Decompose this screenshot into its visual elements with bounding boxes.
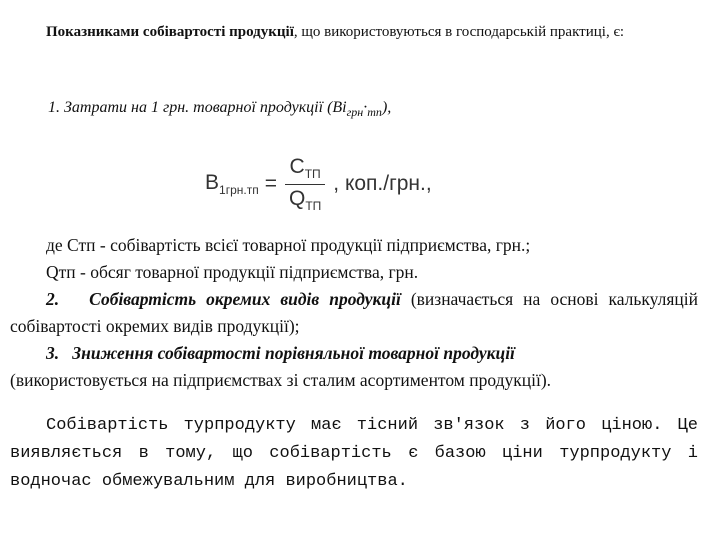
item-2 bbox=[10, 286, 698, 340]
intro-paragraph bbox=[10, 20, 698, 44]
definition-stp: де Стп - собівартість всієї товарної продукції підприємства, грн.; bbox=[46, 235, 531, 255]
item-1-end: ), bbox=[381, 99, 392, 116]
formula-unit: , коп./грн., bbox=[333, 172, 432, 195]
intro-rest: , що використовуються в господарській практиці, є: bbox=[293, 24, 625, 40]
item-2-rest: (визначається на основі калькуляцій собівартості окремих видів продукції); bbox=[10, 289, 699, 336]
item-1-sub2: тп bbox=[367, 105, 382, 120]
definition-qtp: Qтп - обсяг товарної продукції підприємства, грн. bbox=[46, 262, 419, 282]
cost-formula bbox=[205, 152, 432, 216]
item-3-title: Зниження собівартості порівняльної товарної продукції bbox=[72, 343, 515, 363]
item-2-num: 2. bbox=[46, 289, 60, 309]
item-3-num: 3. bbox=[46, 343, 60, 363]
item-3-rest: (використовується на підприємствах зі сталим асортиментом продукції). bbox=[10, 370, 552, 390]
formula-lhs: $B_{1грн.тп}$ bbox=[205, 170, 259, 198]
item-1-text: 1. Затрати на 1 грн. товарної продукції (Ві bbox=[48, 99, 347, 116]
conclusion-text: Собівартість турпродукту має тісний зв'язок з його ціною. Це виявляється в тому, що собівартість є базою ціни турпродукту і водночас обмежувальним для виробництва. bbox=[10, 416, 698, 491]
item-1 bbox=[48, 96, 720, 124]
item-3-line bbox=[10, 340, 698, 367]
intro-bold: Показниками собівартості продукції bbox=[46, 24, 294, 40]
item-2-title: Собівартість окремих видів продукції bbox=[89, 289, 401, 309]
formula-numerator: $C_{ТП}$ bbox=[289, 155, 321, 182]
formula-fraction bbox=[285, 155, 325, 212]
conclusion-block bbox=[10, 412, 698, 496]
formula-equals: = bbox=[264, 172, 277, 195]
formula-denominator: $Q_{ТП}$ bbox=[285, 184, 325, 213]
definitions-block bbox=[10, 232, 698, 394]
item-1-middle: · bbox=[363, 99, 368, 116]
item-1-sub: грн bbox=[346, 105, 364, 120]
